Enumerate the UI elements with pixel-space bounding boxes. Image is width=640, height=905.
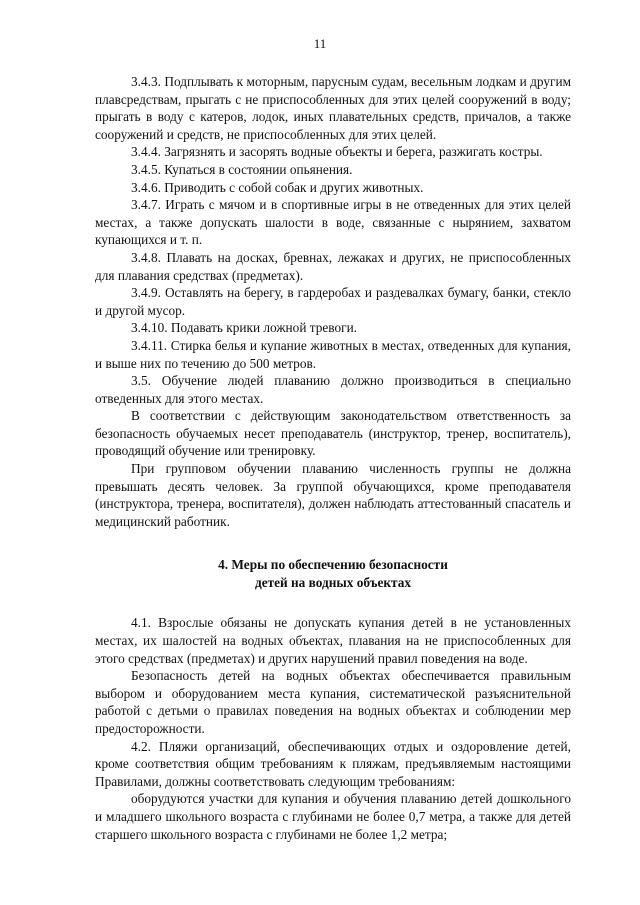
page-number: 11: [313, 36, 327, 51]
paragraph-3-4-6: 3.4.6. Приводить с собой собак и других животных.: [131, 179, 424, 195]
paragraph-3-4-10: 3.4.10. Подавать крики ложной тревоги.: [131, 320, 358, 336]
paragraph-3-4-9: 3.4.9. Оставлять на берегу, в гардеробах и раздевалках бумагу, банки, стекло и другой мусор.: [95, 285, 571, 318]
paragraph-3-4-7: 3.4.7. Играть с мячом и в спортивные игры в не отведенных для этих целей местах, а также допускать шалости в воде, связанные с нырянием, захватом купающихся и т. п.: [95, 197, 571, 248]
paragraph-3-4-8: 3.4.8. Плавать на досках, бревнах, лежаках и других, не приспособленных для плавания средствах (предметах).: [95, 249, 571, 283]
paragraph-3-4-11: 3.4.11. Стирка белья и купание животных в местах, отведенных для купания, и выше них по течению до 500 метров.: [95, 337, 571, 371]
section-heading-line-2: детей на водных объектах: [254, 575, 412, 591]
paragraph-4-2: 4.2. Пляжи организаций, обеспечивающих отдых и оздоровление детей, кроме соответствия общим требованиям к пляжам, предъявляемым настоящими Правилами, должны соответствовать следующим требованиям:: [95, 738, 571, 789]
section-heading: [95, 556, 571, 592]
section-heading-line-1: 4. Меры по обеспечению безопасности: [218, 557, 448, 573]
paragraph-3-4-3: 3.4.3. Подплывать к моторным, парусным судам, весельным лодкам и другим плавсредствам, прыгать с не приспособленных для этих целей сооружений в воду; прыгать в воду с катеров, лодок, иных плавательных средств, причалов, а также сооружений и средств, не приспособленных для этих целей.: [95, 74, 571, 142]
document-body: [95, 73, 571, 843]
paragraph-3-4-5: 3.4.5. Купаться в состоянии опьянения.: [131, 161, 353, 177]
paragraph-4-1: 4.1. Взрослые обязаны не допускать купания детей в не установленных местах, их шалостей на водных объектах, плавания на не приспособленных для этого средствах (предметах) и других нарушений правил поведения на воде.: [95, 615, 571, 666]
paragraph-3-4-4: 3.4.4. Загрязнять и засорять водные объекты и берега, разжигать костры.: [131, 144, 543, 160]
paragraph-responsibility: В соответствии с действующим законодательством ответственность за безопасность обучаемых несет преподаватель (инструктор, тренер, воспитатель), проводящий обучение или тренировку.: [95, 408, 571, 459]
paragraph-group-training: При групповом обучении плаванию численность группы не должна превышать десять человек. За группой обучающихся, кроме преподавателя (инструктора, тренера, воспитателя), должен наблюдать аттестованный спасатель и медицинский работник.: [95, 461, 571, 529]
paragraph-child-safety: Безопасность детей на водных объектах обеспечивается правильным выбором и оборудованием места купания, систематической разъяснительной работой с детьми о правилах поведения на водных объектах и соблюдении мер предосторожности.: [95, 668, 571, 736]
paragraph-swimming-areas: оборудуются участки для купания и обучения плаванию детей дошкольного и младшего школьного возраста с глубинами не более 0,7 метра, а также для детей старшего школьного возраста с глубинами не более 1,2 метра;: [95, 791, 571, 842]
paragraph-3-5: 3.5. Обучение людей плаванию должно производиться в специально отведенных для этого местах.: [95, 373, 571, 406]
